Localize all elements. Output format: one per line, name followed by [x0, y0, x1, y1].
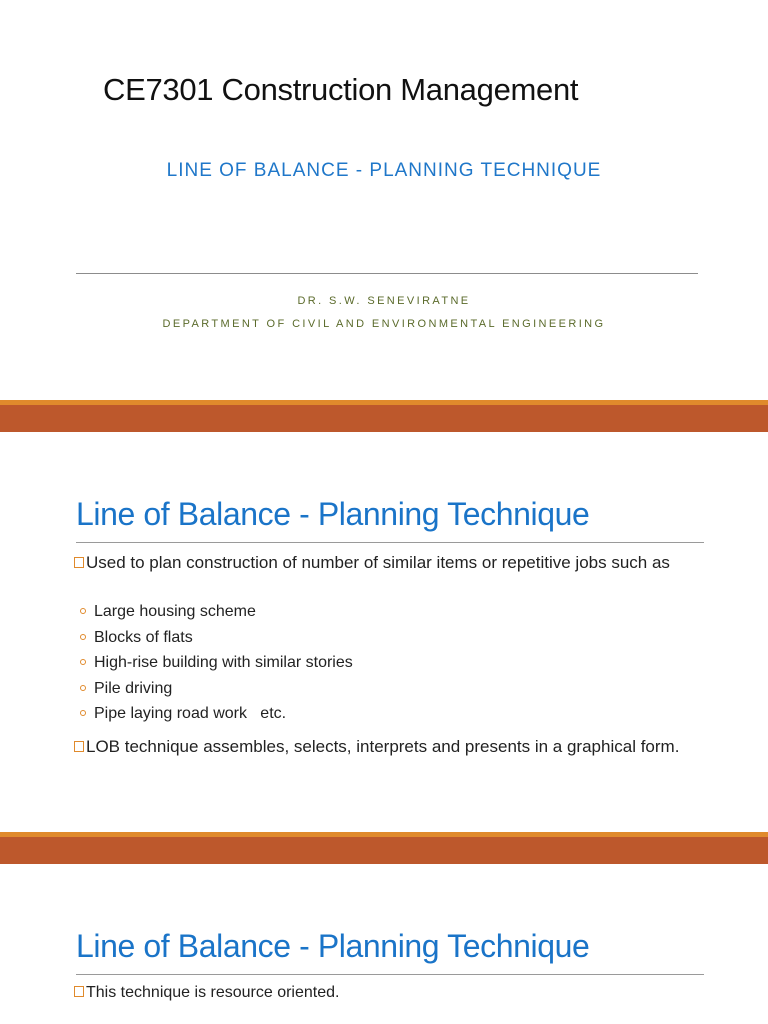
square-bullet-icon	[74, 741, 84, 752]
circle-bullet-icon	[80, 710, 86, 716]
heading-divider	[76, 542, 704, 543]
sub-bullet-item	[80, 650, 353, 676]
bullet-item	[74, 982, 714, 1004]
sub-bullet-text: Blocks of flats	[94, 628, 193, 646]
title-divider	[76, 273, 698, 274]
sub-bullet-item	[80, 701, 353, 727]
circle-bullet-icon	[80, 659, 86, 665]
circle-bullet-icon	[80, 634, 86, 640]
bullet-item	[74, 736, 714, 758]
sub-bullet-item	[80, 676, 353, 702]
sub-bullet-item	[80, 625, 353, 651]
presentation-subtitle: LINE OF BALANCE - PLANNING TECHNIQUE	[166, 160, 602, 181]
content-slide-1	[0, 432, 768, 832]
sub-bullet-item	[80, 599, 353, 625]
sub-bullet-text: High-rise building with similar stories	[94, 654, 353, 671]
bullet-text: This technique is resource oriented.	[86, 984, 340, 1001]
circle-bullet-icon	[80, 608, 86, 614]
sub-bullet-list	[80, 599, 353, 727]
square-bullet-icon	[74, 557, 84, 568]
separator-stripe	[0, 400, 768, 405]
bullet-text: Used to plan construction of number of similar items or repetitive jobs such as	[86, 553, 670, 572]
separator-stripe	[0, 832, 768, 837]
heading-divider	[76, 974, 704, 975]
sub-bullet-text: Large housing scheme	[94, 603, 256, 620]
bullet-item	[74, 552, 714, 574]
bullet-text: LOB technique assembles, selects, interprets and presents in a graphical form.	[86, 737, 680, 756]
circle-bullet-icon	[80, 685, 86, 691]
content-slide-2	[0, 864, 768, 1024]
sub-bullet-text: Pipe laying road work etc.	[94, 705, 287, 722]
author-name: DR. S.W. SENEVIRATNE	[297, 295, 471, 307]
slide-heading: Line of Balance - Planning Technique	[76, 496, 590, 532]
slide-separator	[0, 400, 768, 432]
title-slide	[0, 0, 768, 400]
presentation-title: CE7301 Construction Management	[103, 72, 579, 107]
square-bullet-icon	[74, 986, 84, 997]
sub-bullet-text: Pile driving	[94, 679, 173, 697]
slide-separator	[0, 832, 768, 864]
department-name: DEPARTMENT OF CIVIL AND ENVIRONMENTAL ENGINEERING	[162, 318, 606, 330]
slide-heading: Line of Balance - Planning Technique	[76, 928, 590, 964]
